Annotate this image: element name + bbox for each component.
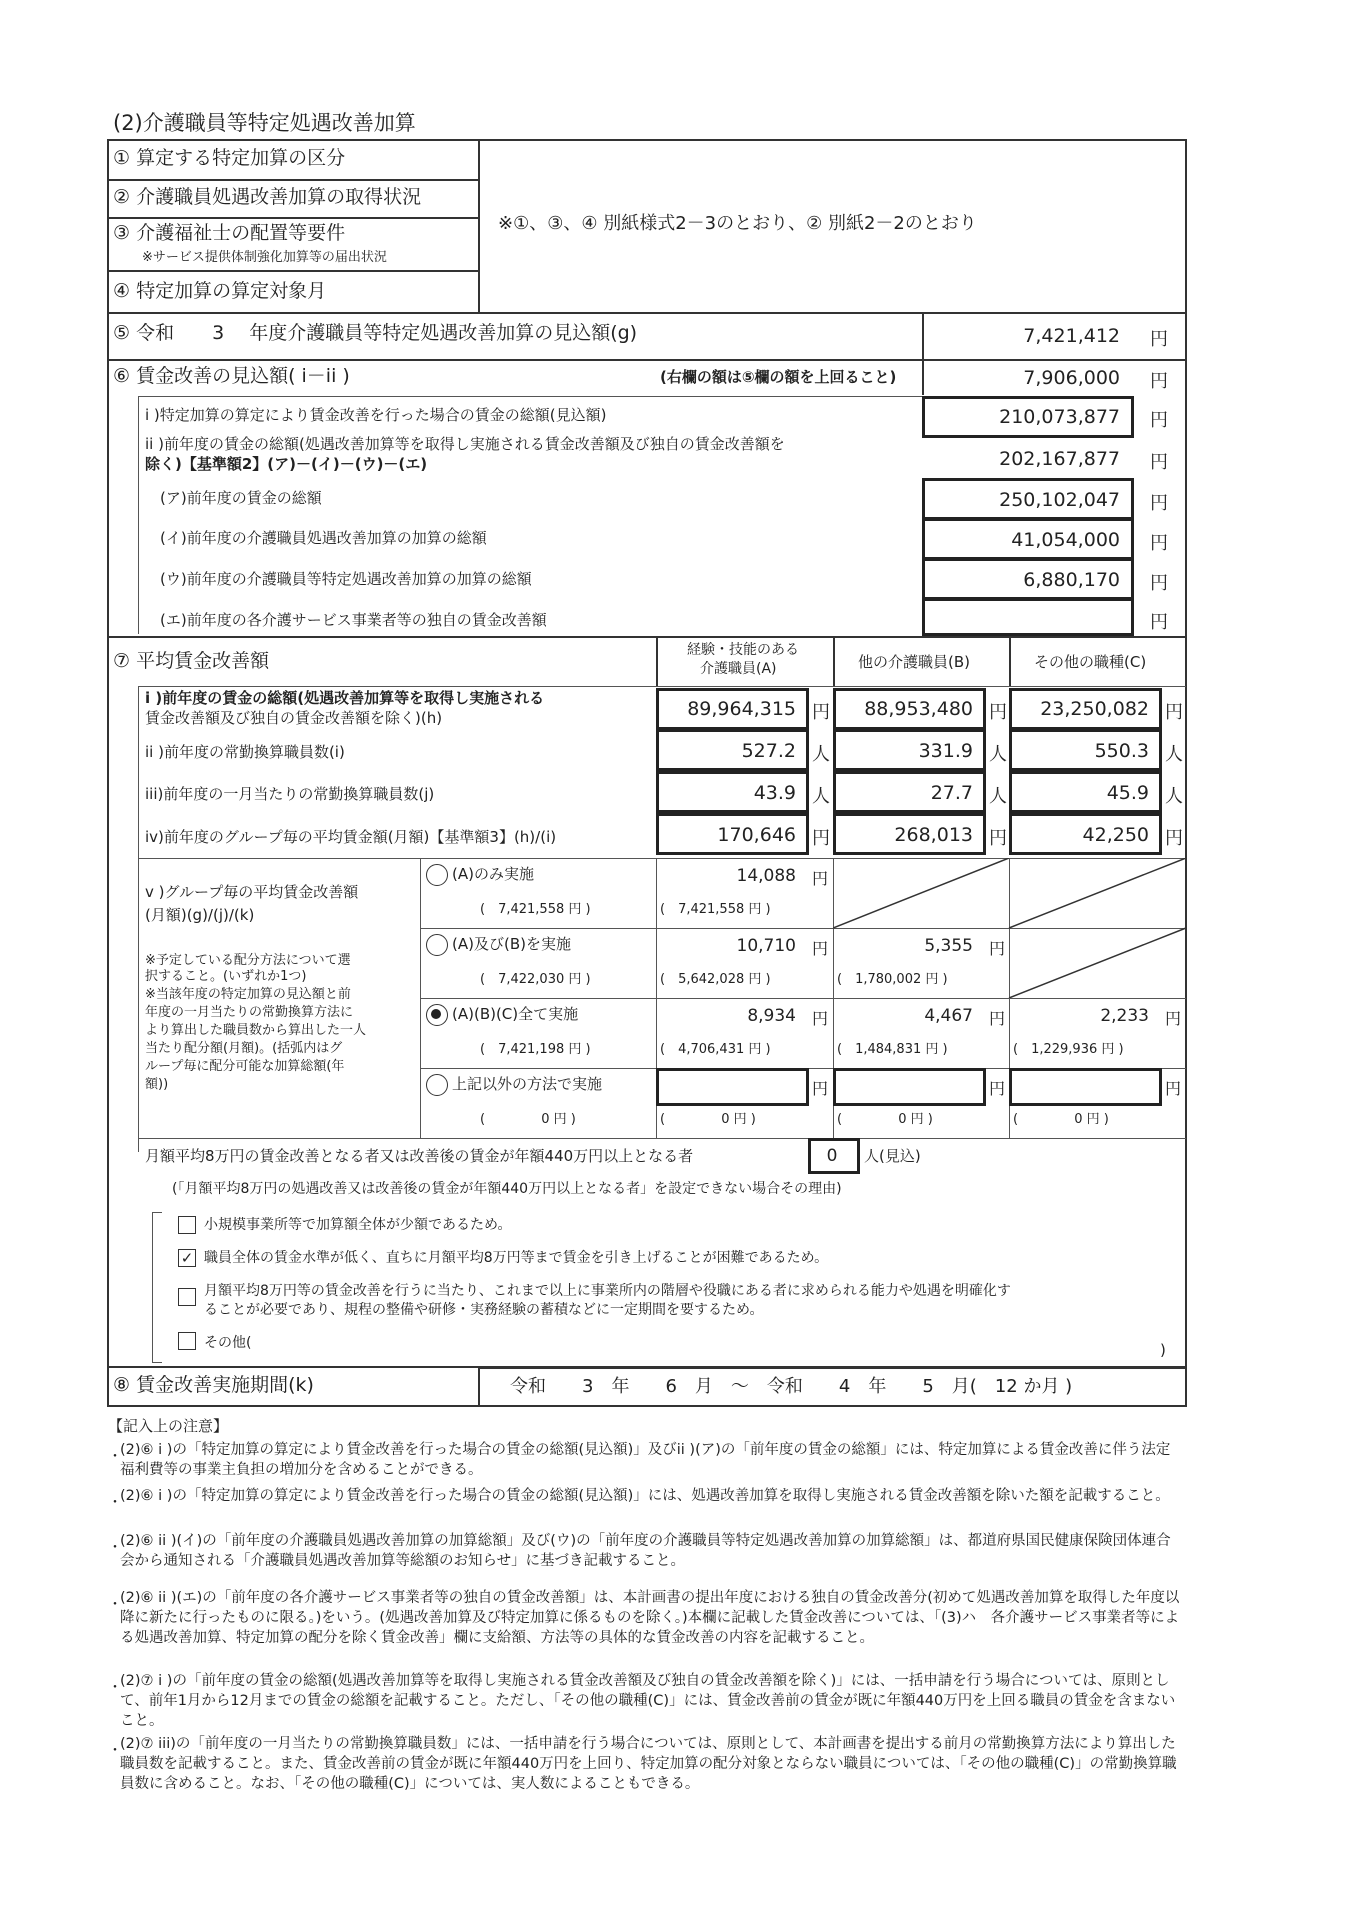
option-abc-b-sub: ( 1,484,831 円 ) (837, 1042, 948, 1057)
row7-v-label1: v )グループ毎の平均賃金改善額 (145, 883, 359, 901)
reason-small-scale-checkbox[interactable] (178, 1216, 196, 1234)
row7-i-label1: i )前年度の賃金の総額(処遇改善加算等を取得し実施される (145, 689, 545, 707)
reason-period-checkbox[interactable] (178, 1288, 196, 1306)
reason-period-text1: 月額平均8万円等の賃金改善を行うに当たり、これまで以上に事業所内の階層や役職にある者に求められる能力や処遇を明確化す (204, 1283, 1011, 1299)
monthly-unit: 人(見込) (864, 1147, 921, 1165)
row7-v-note8: 額)) (145, 1077, 169, 1092)
row7-iii-label: iii)前年度の一月当たりの常勤換算職員数(j) (145, 785, 435, 803)
row2-label: ② 介護職員処遇改善加算の取得状況 (113, 186, 422, 208)
option-other-total: ( 0 円 ) (480, 1112, 576, 1127)
option-abc-c: 2,233 (1100, 1006, 1149, 1026)
row7-i-c: 23,250,082 (1040, 698, 1149, 720)
option-a-only-label: (A)のみ実施 (452, 865, 534, 883)
row8-label: ⑧ 賃金改善実施期間(k) (113, 1374, 314, 1396)
notes-title: 【記入上の注意】 (108, 1417, 229, 1435)
row6-ii-label1: ii )前年度の賃金の総額(処遇改善加算等を取得し実施される賃金改善額及び独自の賃金改善額を (145, 435, 785, 453)
section-title: (2)介護職員等特定処遇改善加算 (113, 111, 416, 135)
row7-ii-a: 527.2 (741, 740, 796, 762)
row7-v-note3: ※当該年度の特定加算の見込額と前 (145, 987, 351, 1002)
option-other-b-sub: ( 0 円 ) (837, 1112, 933, 1127)
note-5: (2)⑦ i )の「前年度の賃金の総額(処遇改善加算等を取得し実施される賃金改善額及び独自の賃金改善額を除く)」には、一括申請を行う場合については、原則として、前年1月から12月までの賃金の総額を記載すること。ただし、「その他の職種(C)」には、賃金改善前の賃金が既に年額440万円を上回る職員の賃金を含まないこと。 (120, 1673, 1176, 1729)
option-ab-a: 10,710 (736, 936, 796, 956)
monthly-label: 月額平均8万円の賃金改善となる者又は改善後の賃金が年額440万円以上となる者 (145, 1147, 694, 1165)
row5-unit: 円 (1150, 329, 1168, 350)
row1-label: ① 算定する特定加算の区分 (113, 147, 346, 169)
row7-iv-a: 170,646 (717, 824, 796, 846)
row6-b-label: (イ)前年度の介護職員処遇改善加算の加算の総額 (160, 529, 487, 547)
row4-label: ④ 特定加算の算定対象月 (113, 280, 327, 302)
row7-v-note5: より算出した職員数から算出した一人 (145, 1023, 367, 1038)
reason-other-text: その他( (204, 1335, 252, 1351)
option-ab-b-sub: ( 1,780,002 円 ) (837, 972, 948, 987)
option-abc-radio[interactable] (426, 1004, 448, 1026)
note-1: (2)⑥ i )の「特定加算の算定により賃金改善を行った場合の賃金の総額(見込額)」及びii )(ア)の「前年度の賃金の総額」には、特定加算による賃金改善に伴う法定福利費等の事業主負担の増加分を含めることができる。 (120, 1442, 1171, 1478)
option-abc-a: 8,934 (747, 1006, 796, 1026)
row7-label: ⑦ 平均賃金改善額 (113, 650, 270, 672)
option-a-only-total: ( 7,421,558 円 ) (480, 902, 591, 917)
col-b-header: 他の介護職員(B) (858, 653, 970, 671)
option-abc-total: ( 7,421,198 円 ) (480, 1042, 591, 1057)
row5-label: ⑤ 令和 3 年度介護職員等特定処遇改善加算の見込額(g) (113, 322, 638, 344)
row6-ii-label2: 除く)【基準額2】(ア)－(イ)－(ウ)－(エ) (145, 455, 428, 473)
row7-ii-b: 331.9 (918, 740, 973, 762)
row7-v-note7: ループ毎に配分可能な加算総額(年 (145, 1059, 345, 1074)
row5-value: 7,421,412 (1023, 325, 1120, 347)
rows-merged-note: ※①、③、④ 別紙様式2－3のとおり、② 別紙2－2のとおり (498, 213, 977, 234)
note-2: (2)⑥ i )の「特定加算の算定により賃金改善を行った場合の賃金の総額(見込額)」には、処遇改善加算を取得し実施される賃金改善額を除いた額を記載すること。 (120, 1488, 1170, 1504)
reason-low-wage-text: 職員全体の賃金水準が低く、直ちに月額平均8万円等まで賃金を引き上げることが困難であるため。 (204, 1250, 829, 1266)
row7-iv-b: 268,013 (894, 824, 973, 846)
option-abc-c-sub: ( 1,229,936 円 ) (1013, 1042, 1124, 1057)
row7-v-note2: 択すること。(いずれか1つ) (145, 969, 307, 984)
row7-v-note4: 年度の一月当たりの常勤換算方法に (145, 1005, 354, 1020)
row6-a-value: 250,102,047 (999, 489, 1120, 511)
col-c-header: その他の職種(C) (1034, 653, 1147, 671)
option-abc-label: (A)(B)(C)全て実施 (452, 1005, 579, 1023)
option-ab-b: 5,355 (924, 936, 973, 956)
option-abc-b: 4,467 (924, 1006, 973, 1026)
row7-i-label2: 賃金改善額及び独自の賃金改善額を除く)(h) (145, 709, 443, 727)
option-other-a-input[interactable] (656, 1068, 809, 1106)
reason-low-wage-checkbox[interactable]: ✓ (178, 1249, 196, 1267)
option-ab-total: ( 7,422,030 円 ) (480, 972, 591, 987)
option-a-only-a: 14,088 (736, 866, 796, 886)
row7-ii-label: ii )前年度の常勤換算職員数(i) (145, 743, 345, 761)
row6-b-value: 41,054,000 (1011, 529, 1120, 551)
row6-i-value: 210,073,877 (999, 406, 1120, 428)
row6-value: 7,906,000 (1023, 367, 1120, 389)
option-other-c-sub: ( 0 円 ) (1013, 1112, 1109, 1127)
reason-small-scale-text: 小規模事業所等で加算額全体が少額であるため。 (204, 1217, 512, 1233)
row7-ii-c: 550.3 (1094, 740, 1149, 762)
row7-v-note6: 当たり配分額(月額)。(括弧内はグ (145, 1041, 343, 1056)
row7-iv-label: iv)前年度のグループ毎の平均賃金額(月額)【基準額3】(h)/(i) (145, 828, 557, 846)
row7-iii-c: 45.9 (1106, 782, 1149, 804)
reason-other-close: ) (1160, 1341, 1166, 1359)
row6-i-label: i )特定加算の算定により賃金改善を行った場合の賃金の総額(見込額) (145, 406, 607, 424)
option-a-only-a-sub: ( 7,421,558 円 ) (660, 902, 771, 917)
row6-c-value: 6,880,170 (1023, 569, 1120, 591)
col-a-header1: 経験・技能のある (687, 642, 799, 658)
monthly-count: 0 (826, 1146, 838, 1166)
row7-i-a: 89,964,315 (687, 698, 796, 720)
option-abc-a-sub: ( 4,706,431 円 ) (660, 1042, 771, 1057)
option-other-radio[interactable] (426, 1074, 448, 1096)
note-3: (2)⑥ ii )(イ)の「前年度の介護職員処遇改善加算の加算総額」及び(ウ)の「前年度の介護職員等特定処遇改善加算の加算総額」は、都道府県国民健康保険団体連合会から通知される「介護職員処遇改善加算等総額のお知らせ」に基づき記載すること。 (120, 1533, 1171, 1569)
option-other-c-input[interactable] (1009, 1068, 1162, 1106)
row6-label: ⑥ 賃金改善の見込額( i－ii ) (113, 365, 350, 387)
option-a-only-radio[interactable] (426, 864, 448, 886)
option-ab-label: (A)及び(B)を実施 (452, 935, 571, 953)
option-other-a-sub: ( 0 円 ) (660, 1112, 756, 1127)
option-ab-a-sub: ( 5,642,028 円 ) (660, 972, 771, 987)
row7-v-label2: (月額)(g)/(j)/(k) (145, 906, 255, 924)
option-ab-radio[interactable] (426, 934, 448, 956)
row6-c-label: (ウ)前年度の介護職員等特定処遇改善加算の加算の総額 (160, 570, 532, 588)
row7-iii-a: 43.9 (753, 782, 796, 804)
row3-label: ③ 介護福祉士の配置等要件 (113, 222, 346, 244)
row6-note: (右欄の額は⑤欄の額を上回ること) (660, 368, 897, 386)
row7-v-note1: ※予定している配分方法について選 (145, 953, 351, 968)
row6-ii-value: 202,167,877 (999, 448, 1120, 470)
row6-a-label: (ア)前年度の賃金の総額 (160, 489, 322, 507)
option-other-b-input[interactable] (833, 1068, 986, 1106)
reason-label: (「月額平均8万円の処遇改善又は改善後の賃金が年額440万円以上となる者」を設定できない場合その理由) (172, 1181, 842, 1197)
row6-d-label: (エ)前年度の各介護サービス事業者等の独自の賃金改善額 (160, 611, 547, 629)
row8-period: 令和 3 年 6 月 ～ 令和 4 年 5 月( 12 か月 ) (510, 1376, 1073, 1397)
reason-period-text2: ることが必要であり、規程の整備や研修・実務経験の蓄積などに一定期間を要するため。 (204, 1302, 764, 1318)
reason-other-checkbox[interactable] (178, 1332, 196, 1350)
note-4: (2)⑥ ii )(エ)の「前年度の各介護サービス事業者等の独自の賃金改善額」は、本計画書の提出年度における独自の賃金改善分(初めて処遇改善加算を取得した年度以降に新たに行ったものに限る。)をいう。(処遇改善加算及び特定加算に係るものを除く。)本欄に記載した賃金改善については、「(3)ハ 各介護サービス事業者等による処遇改善加算、特定加算の配分を除く賃金改善」欄に支給額、方法等の具体的な賃金改善の内容を記載すること。 (120, 1590, 1180, 1646)
option-other-label: 上記以外の方法で実施 (452, 1075, 603, 1093)
row7-iii-b: 27.7 (930, 782, 973, 804)
row3-sub: ※サービス提供体制強化加算等の届出状況 (142, 250, 387, 265)
row7-i-b: 88,953,480 (864, 698, 973, 720)
col-a-header2: 介護職員(A) (700, 661, 777, 677)
row7-iv-c: 42,250 (1082, 824, 1149, 846)
note-6: (2)⑦ iii)の「前年度の一月当たりの常勤換算職員数」には、一括申請を行う場合については、原則として、本計画書を提出する前月の常勤換算方法により算出した職員数を記載すること。また、賃金改善前の賃金が既に年額440万円を上回り、特定加算の配分対象とならない職員については、「その他の職種(C)」の常勤換算職員数に含めること。なお、「その他の職種(C)」については、実人数によることもできる。 (120, 1736, 1177, 1792)
row6-unit: 円 (1150, 371, 1168, 392)
